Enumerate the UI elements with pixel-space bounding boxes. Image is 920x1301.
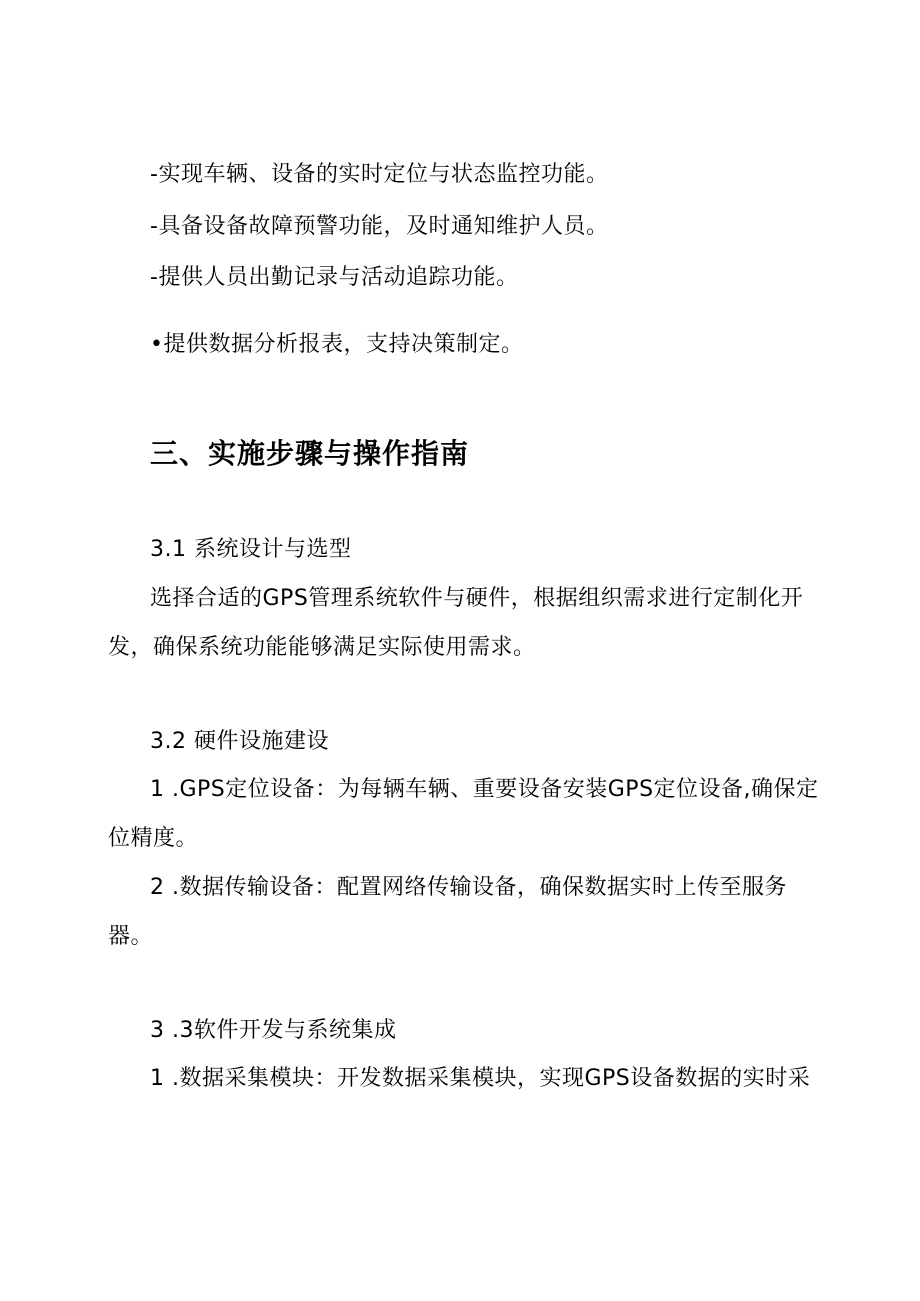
subsection-title-3-3: 3 .3软件开发与系统集成	[150, 1018, 397, 1043]
numbered-item-line: 1 .GPS定位设备：为每辆车辆、重要设备安装GPS定位设备,确保定	[150, 777, 819, 802]
list-item: -实现车辆、设备的实时定位与状态监控功能。	[150, 162, 609, 187]
paragraph-line: 发，确保系统功能能够满足实际使用需求。	[108, 635, 536, 660]
numbered-item-line: 1 .数据采集模块：开发数据采集模块，实现GPS设备数据的实时采	[150, 1066, 811, 1091]
list-item: -具备设备故障预警功能，及时通知维护人员。	[150, 214, 609, 239]
section-title: 三、实施步骤与操作指南	[150, 437, 470, 470]
numbered-item-line: 器。	[108, 924, 154, 949]
list-item: -提供人员出勤记录与活动追踪功能。	[150, 265, 519, 290]
subsection-title-3-2: 3.2 硬件设施建设	[150, 729, 329, 754]
list-item: •提供数据分析报表，支持决策制定。	[150, 332, 524, 357]
numbered-item-line: 位精度。	[108, 826, 199, 851]
numbered-item-line: 2 .数据传输设备：配置网络传输设备，确保数据实时上传至服务	[150, 875, 787, 900]
paragraph-line: 选择合适的GPS管理系统软件与硬件，根据组织需求进行定制化开	[150, 586, 804, 611]
subsection-title-3-1: 3.1 系统设计与选型	[150, 537, 352, 562]
